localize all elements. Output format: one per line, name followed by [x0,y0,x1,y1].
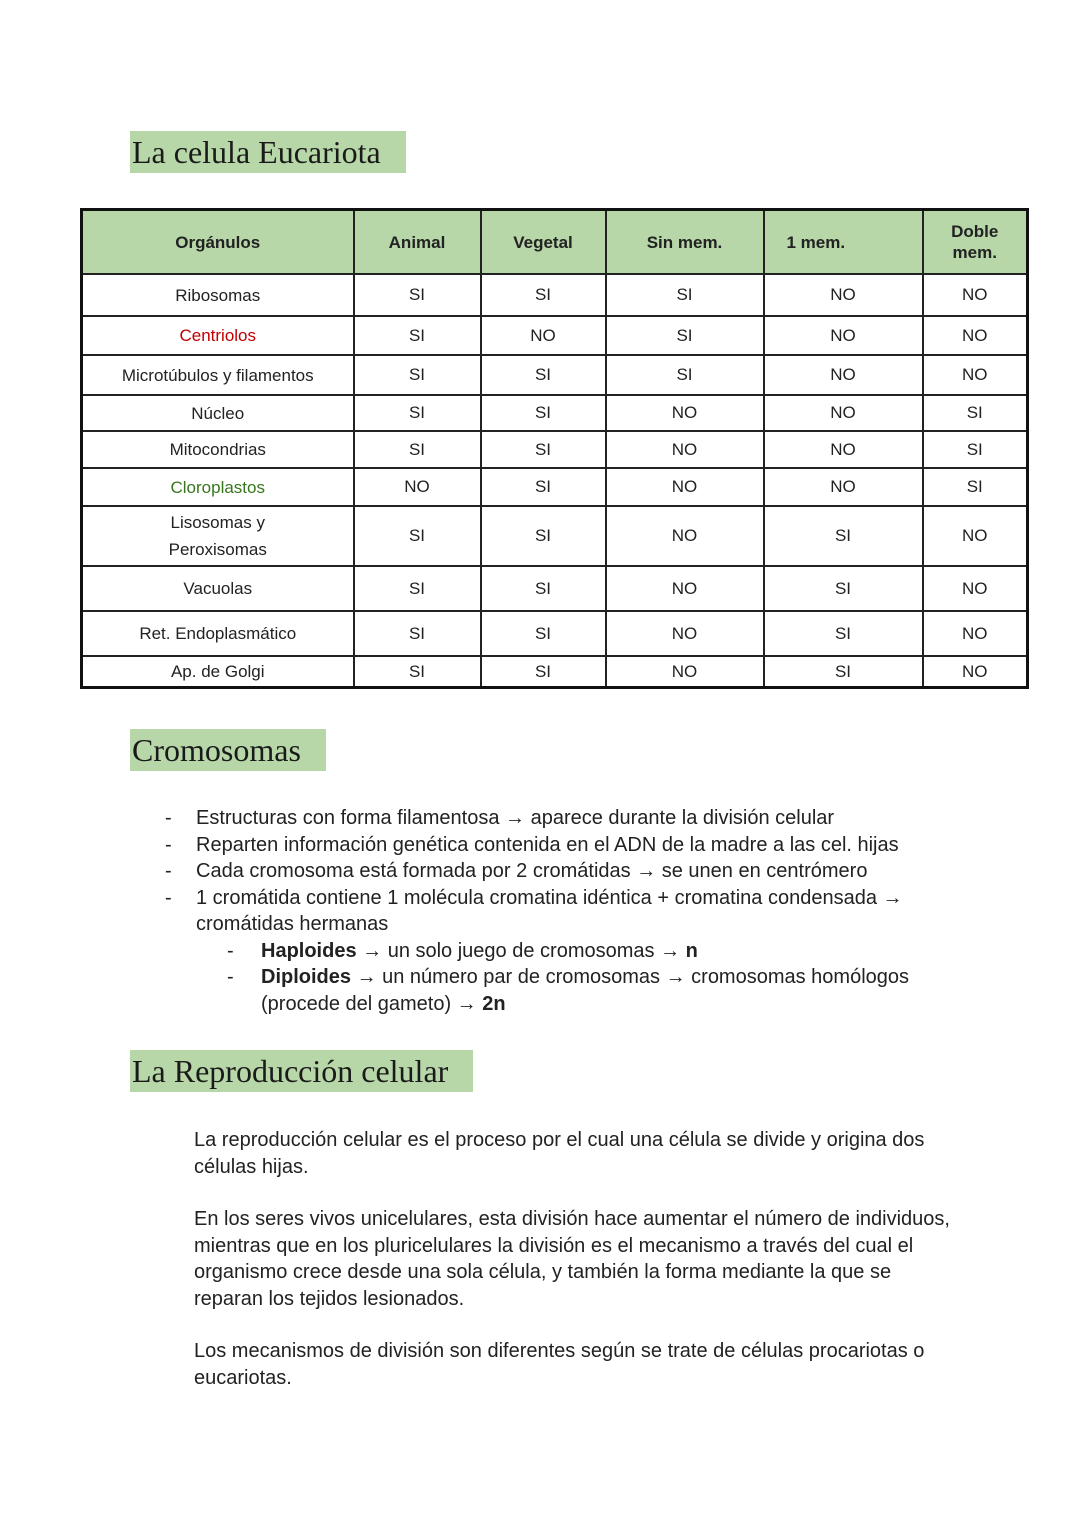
list-item: - 1 cromátida contiene 1 molécula cromatina idéntica + cromatina condensada → cromátidas hermanas [165,886,903,935]
organelle-name: Cloroplastos [82,468,354,506]
table-cell: SI [354,355,481,395]
table-cell: SI [354,656,481,688]
header-sin-mem: Sin mem. [606,210,764,275]
table-cell: NO [764,431,923,468]
table-cell: NO [923,274,1028,316]
table-cell: SI [923,395,1028,431]
table-cell: NO [606,468,764,506]
table-cell: NO [606,611,764,656]
table-cell: SI [923,468,1028,506]
table-cell: NO [354,468,481,506]
table-cell: NO [606,506,764,566]
table-cell: SI [764,656,923,688]
organelle-name: Microtúbulos y filamentos [82,355,354,395]
paragraph: En los seres vivos unicelulares, esta división hace aumentar el número de individuos, mientras que en los pluricelulares la división es el mecanismo a través del cual el organismo crece desde una sola célula, y también la forma mediante la que se reparan los tejidos lesionados. [194,1208,950,1310]
table-cell: SI [481,656,606,688]
table-cell: SI [606,274,764,316]
table-row [82,395,1028,431]
table-cell: SI [354,611,481,656]
header-doble-mem: Doble mem. [923,210,1028,275]
organelle-name: Ribosomas [82,274,354,316]
table-cell: SI [481,506,606,566]
table-cell: NO [923,355,1028,395]
table-cell: NO [764,395,923,431]
table-cell: SI [354,506,481,566]
table-cell: NO [764,316,923,355]
table-cell: SI [481,611,606,656]
paragraph: Los mecanismos de división son diferentes según se trate de células procariotas o eucariotas. [194,1340,925,1389]
list-item: - Reparten información genética contenida en el ADN de la madre a las cel. hijas [165,833,899,856]
table-cell: SI [354,431,481,468]
table-cell: NO [764,468,923,506]
table-cell: SI [481,395,606,431]
table-cell: SI [606,355,764,395]
table-cell: NO [923,566,1028,611]
table-cell: SI [354,566,481,611]
organelle-name: Ap. de Golgi [82,656,354,688]
list-item: - Cada cromosoma está formada por 2 cromátidas → se unen en centrómero [165,860,868,882]
table-cell: SI [481,274,606,316]
organelle-name: Núcleo [82,395,354,431]
cromosomas-list [165,805,961,1017]
table-row [82,431,1028,468]
table-cell: NO [923,611,1028,656]
header-organulos: Orgánulos [82,210,354,275]
table-cell: SI [764,611,923,656]
table-cell: SI [764,506,923,566]
table-cell: SI [481,468,606,506]
paragraph: La reproducción celular es el proceso por el cual una célula se divide y origina dos células hijas. [194,1129,925,1178]
table-cell: SI [764,566,923,611]
table-cell: NO [923,656,1028,688]
table-cell: SI [606,316,764,355]
table-cell: NO [923,506,1028,566]
header-vegetal: Vegetal [481,210,606,275]
table-row [82,468,1028,506]
table-cell: NO [606,395,764,431]
table-row [82,316,1028,355]
section-title-cromosomas: Cromosomas [130,729,326,771]
table-row [82,611,1028,656]
table-cell: NO [606,431,764,468]
table-cell: NO [606,656,764,688]
organelle-name: Vacuolas [82,566,354,611]
organelles-table [80,208,1029,689]
header-animal: Animal [354,210,481,275]
section-title-reproduccion: La Reproducción celular [130,1050,473,1092]
organelle-name: Lisosomas y Peroxisomas [82,506,354,566]
table-cell: SI [481,566,606,611]
table-cell: SI [481,355,606,395]
table-cell: SI [923,431,1028,468]
organelle-name: Mitocondrias [82,431,354,468]
sub-list-item: - Diploides → un número par de cromosomas → cromosomas homólogos (procede del gameto) → 2n [227,966,910,1015]
section-title-eucariota: La celula Eucariota [130,131,406,173]
table-row [82,274,1028,316]
table-cell: SI [354,316,481,355]
table-row [82,355,1028,395]
table-cell: NO [764,274,923,316]
table-row [82,656,1028,688]
list-item: - Estructuras con forma filamentosa → aparece durante la división celular [165,807,835,829]
table-cell: NO [606,566,764,611]
table-row [82,566,1028,611]
header-1-mem: 1 mem. [764,210,923,275]
table-cell: NO [481,316,606,355]
organelle-name: Ret. Endoplasmático [82,611,354,656]
sub-list-item: - Haploides → un solo juego de cromosomas → n [227,939,698,962]
table-cell: NO [923,316,1028,355]
table-cell: NO [764,355,923,395]
table-cell: SI [354,395,481,431]
table-row [82,506,1028,566]
organelle-name: Centriolos [82,316,354,355]
table-cell: SI [481,431,606,468]
table-header-row [82,210,1028,275]
table-cell: SI [354,274,481,316]
